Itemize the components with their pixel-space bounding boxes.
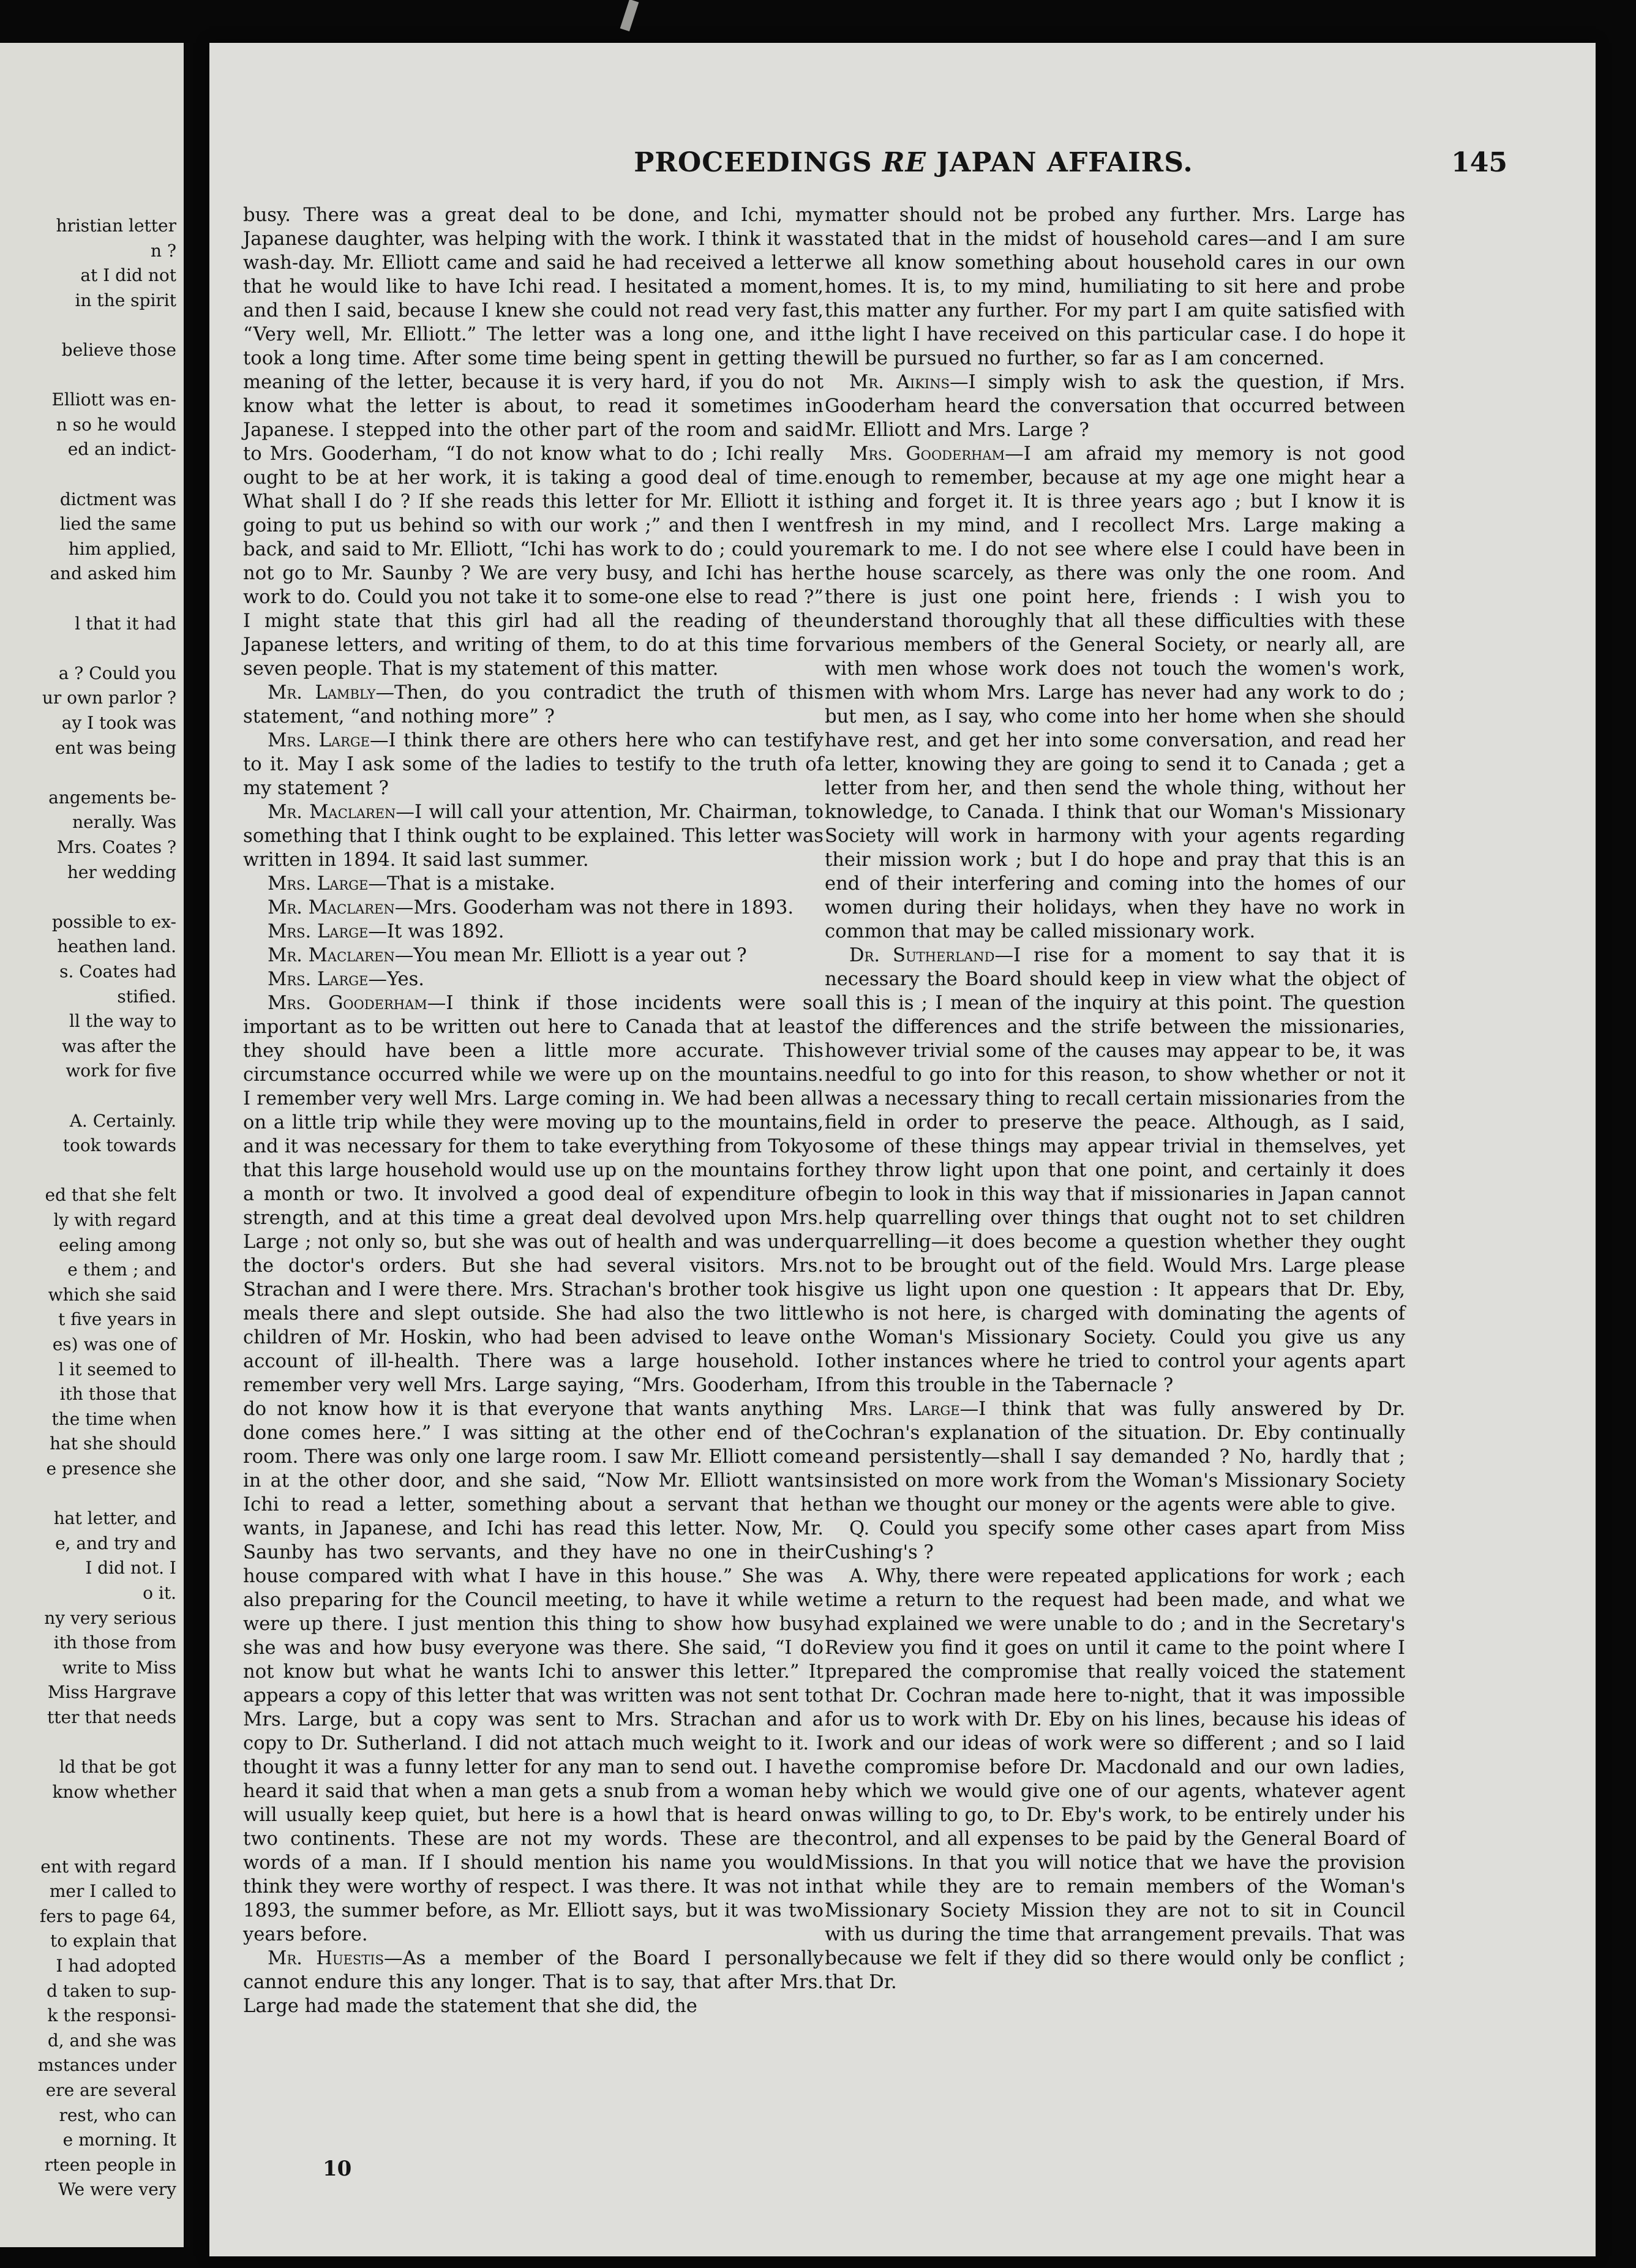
fragment-line: mstances under: [37, 2055, 176, 2076]
fragment-line: Miss Hargrave: [47, 1682, 176, 1703]
paragraph-text: —I think if those incidents were so important as to be written out here to Canada that at least they should have been a little more accurate. This circumstance occurred while we were up on the mountains. I remember very well Mrs. Large coming in. We had been all on a little trip while they were moving up to the mountains, and it was necessary for them to take everything from Tokyo that this large household would use up on the mountains for a month or two. It involved a good deal of expenditure of strength, and at this time a great deal devolved upon Mrs. Large ; not only so, but she was out of health and was under the doctor's orders. But she had several visitors. Mrs. Strachan and I were there. Mrs. Strachan's brother took his meals there and slept outside. She had also the two little children of Mr. Hoskin, who had been advised to leave on account of ill-health. There was a large household. I remember very well Mrs. Large saying, “Mrs. Gooderham, I do not know how it is that everyone that wants anything done comes here.” I was sitting at the other end of the room. There was only one large room. I saw Mr. Elliott come in at the other door, and she said, “Now Mr. Elliott wants Ichi to read a letter, something about a servant that he wants, in Japanese, and Ichi has read this letter. Now, Mr. Saunby has two servants, and they have no one in their house compared with what I have in this house.” She was also preparing for the Council meeting, to have it while we were up there. I just mention this thing to show how busy she was and how busy everyone was there. She said, “I do not know but what he wants Ichi to answer this letter.” It appears a copy of this letter that was written was not sent to Mrs. Large, but a copy was sent to Mrs. Strachan and a copy to Dr. Sutherland. I did not attach much weight to it. I thought it was a funny letter for any man to send out. I have heard it said that when a man gets a snub from a woman he will usually keep quiet, but here is a howl that is heard on two continents. These are not my words. These are the words of a man. If I should mention his name you would think they were worthy of respect. I was there. It was not in 1893, the summer before, as Mr. Elliott says, but it was two years before.: [243, 993, 824, 1945]
fragment-line: k the responsi-: [47, 2005, 176, 2026]
fragment-line: rest, who can: [59, 2105, 176, 2125]
fragment-line: l that it had: [75, 613, 176, 634]
fragment-line: at I did not: [80, 265, 176, 286]
fragment-line: A. Certainly.: [69, 1110, 176, 1131]
fragment-line: ith those that: [59, 1384, 176, 1405]
fragment-line: eeling among: [59, 1234, 176, 1255]
fragment-line: angements be-: [48, 787, 176, 808]
speaker-name: Mrs. Large: [268, 730, 370, 751]
fragment-line: ur own parlor ?: [42, 688, 176, 708]
text-column-right: [825, 203, 1405, 1994]
paragraph-text: —I simply wish to ask the question, if Mrs. Gooderham heard the conversation that occurred between Mr. Elliott and Mrs. Large ?: [825, 372, 1405, 441]
paragraph-text: —I will call your attention, Mr. Chairman, to something that I think ought to be explained. This letter was written in 1894. It said last summer.: [243, 802, 824, 871]
running-header: PROCEEDINGS RE JAPAN AFFAIRS.: [634, 147, 1193, 178]
fragment-line: o it.: [143, 1583, 176, 1603]
fragment-line: ld that be got: [59, 1757, 176, 1778]
fragment-line: was after the: [62, 1035, 176, 1056]
fragment-line: ed an indict-: [67, 439, 176, 460]
paragraph: [243, 203, 824, 681]
fragment-line: ent was being: [54, 737, 176, 758]
paragraph: [825, 944, 1405, 1397]
speaker-name: Mr. Aikins: [849, 372, 950, 393]
fragment-line: know whether: [52, 1781, 176, 1802]
signature-mark: 10: [323, 2157, 352, 2181]
fragment-line: d taken to sup-: [46, 1980, 176, 2001]
fragment-line: ly with regard: [53, 1210, 176, 1230]
paragraph: [243, 920, 824, 944]
fragment-line: l it seemed to: [58, 1359, 176, 1380]
fragment-line: which she said: [48, 1284, 176, 1305]
fragment-line: t five years in: [58, 1309, 176, 1330]
text-column-left: [243, 203, 824, 2018]
paragraph: [243, 991, 824, 1947]
speaker-name: Mr. Huestis: [268, 1948, 384, 1969]
paragraph-text: —It was 1892.: [368, 921, 505, 942]
speaker-name: Mrs. Large: [268, 921, 369, 942]
paragraph-text: Q. Could you specify some other cases apart from Miss Cushing's ?: [825, 1518, 1405, 1563]
fragment-line: heathen land.: [57, 936, 176, 957]
paragraph-text: —You mean Mr. Elliott is a year out ?: [394, 945, 747, 966]
fragment-line: es) was one of: [52, 1334, 176, 1354]
fragment-line: Elliott was en-: [51, 389, 176, 410]
paragraph-text: —As a member of the Board I personally cannot endure this any longer. That is to say, that after Mrs. Large had made the statement that she did, the: [243, 1948, 824, 2017]
fragment-line: him applied,: [68, 538, 176, 559]
fragment-line: lied the same: [59, 514, 176, 535]
paragraph: [825, 1517, 1405, 1564]
fragment-line: e, and try and: [55, 1533, 176, 1553]
fragment-line: I did not. I: [85, 1558, 176, 1579]
paragraph: [243, 872, 824, 896]
paragraph-text: —I am afraid my memory is not good enough to remember, because at my age one might hear a thing and forget it. It is three years ago ; but I know it is fresh in my mind, and I recollect Mrs. Large making a remark to me. I do not see where else I could have been in the house scarcely, as there was only the one room. And there is just one point here, friends : I wish you to understand thoroughly that all these difficulties with these various members of the General Society, or nearly all, are with men whose work does not touch the women's work, men with whom Mrs. Large has never had any work to do ; but men, as I say, who come into her home when she should have rest, and get her into some conversation, and read her a letter, knowing they are going to send it to Canada ; get a letter from her, and then send the whole thing, without her knowledge, to Canada. I think that our Woman's Missionary Society will work in harmony with your agents regarding their mission work ; but I do hope and pray that this is an end of their interfering and coming into the homes of our women during their holidays, when they have no work in common that may be called missionary work.: [825, 443, 1405, 942]
fragment-line: the time when: [51, 1408, 176, 1429]
paragraph: [243, 967, 824, 991]
speaker-name: Dr. Sutherland: [849, 945, 995, 966]
fragment-line: ith those from: [53, 1632, 176, 1653]
paragraph: [243, 729, 824, 800]
fragment-line: hat she should: [50, 1433, 176, 1454]
fragment-line: ere are several: [45, 2080, 176, 2100]
fragment-line: nerally. Was: [72, 812, 176, 833]
fragment-line: s. Coates had: [59, 961, 176, 982]
fragment-line: a ? Could you: [58, 663, 176, 683]
speaker-name: Mr. Maclaren: [268, 945, 395, 966]
paragraph: [825, 1397, 1405, 1517]
fragment-line: mer I called to: [49, 1881, 176, 1902]
fragment-line: Mrs. Coates ?: [56, 837, 176, 857]
fragment-line: ed that she felt: [45, 1185, 176, 1206]
paragraph-text: —Mrs. Gooderham was not there in 1893.: [394, 897, 794, 918]
paragraph-text: —Then, do you contradict the truth of this statement, “and nothing more” ?: [243, 682, 824, 727]
fragment-line: possible to ex-: [51, 911, 176, 932]
paragraph-text: busy. There was a great deal to be done, and Ichi, my Japanese daughter, was helping with the work. I think it was wash-day. Mr. Elliott came and said he had received a letter that he would like to have Ichi read. I hesitated a moment, and then I said, because I knew she could not read very fast, “Very well, Mr. Elliott.” The letter was a long one, and it took a long time. After some time being spent in getting the meaning of the letter, because it is very hard, if you do not know what the letter is about, to read it sometimes in Japanese. I stepped into the other part of the room and said to Mrs. Gooderham, “I do not know what to do ; Ichi really ought to be at her work, it is taking a good deal of time. What shall I do ? If she reads this letter for Mr. Elliott it is going to put us behind so with our work ;” and then I went back, and said to Mr. Elliott, “Ichi has work to do ; could you not go to Mr. Saunby ? We are very busy, and Ichi has her work to do. Could you not take it to some-one else to read ?” I might state that this girl had all the reading of the Japanese letters, and writing of them, to do at this time for seven people. That is my statement of this matter.: [243, 205, 824, 680]
paragraph-text: —I think there are others here who can testify to it. May I ask some of the ladies to testify to the truth of my statement ?: [243, 730, 824, 799]
speaker-name: Mr. Lambly: [268, 682, 376, 704]
speaker-name: Mrs. Gooderham: [268, 993, 427, 1014]
fragment-line: e them ; and: [67, 1260, 176, 1280]
fragment-line: believe those: [61, 340, 176, 360]
fragment-line: We were very: [58, 2179, 176, 2200]
paragraph: [825, 370, 1405, 442]
fragment-line: ll the way to: [69, 1011, 176, 1032]
paragraph-text: —Yes.: [368, 969, 425, 990]
fragment-line: took towards: [62, 1135, 176, 1156]
fragment-line: n so he would: [56, 414, 176, 435]
speaker-name: Mr. Maclaren: [268, 802, 396, 823]
speaker-name: Mrs. Large: [268, 969, 369, 990]
paragraph: [825, 203, 1405, 370]
fragment-line: hristian letter: [56, 216, 176, 236]
speaker-name: Mrs. Large: [268, 873, 369, 895]
page-number: 145: [1451, 147, 1507, 178]
paragraph-text: A. Why, there were repeated applications for work ; each time a return to the request had been made, and what we had explained we were unable to do ; and in the Secretary's Review you find it goes on until it came to the point where I prepared the compromise that really voiced the statement that Dr. Cochran made here to-night, that it was impossible for us to work with Dr. Eby on his lines, because his ideas of work and our ideas of work were so different ; and so I laid the compromise before Dr. Macdonald and our own ladies, by which we would give one of our agents, whatever agent was willing to go, to Dr. Eby's work, to be entirely under his control, and all expenses to be paid by the General Board of Missions. In that you will notice that we have the provision that while they are to remain members of the Woman's Missionary Society Mission they are not to sit in Council with us during the time that arrangement prevails. That was because we felt if they did so there would only be conflict ; that Dr.: [825, 1566, 1405, 1993]
fragment-line: her wedding: [67, 862, 176, 882]
speaker-name: Mrs. Gooderham: [849, 443, 1005, 465]
paragraph: [243, 944, 824, 967]
paragraph-text: —I think that was fully answered by Dr. Cochran's explanation of the situation. Dr. Eby continually and persistently—shall I say demanded ? No, hardly that ; insisted on more work from the Woman's Missionary Society than we thought our money or the agents were able to give.: [825, 1399, 1406, 1515]
speaker-name: Mr. Maclaren: [268, 897, 395, 918]
paragraph: [243, 1947, 824, 2018]
fragment-line: d, and she was: [47, 2030, 176, 2051]
fragment-line: I had adopted: [56, 1956, 176, 1976]
paragraph-text: —That is a mistake.: [368, 873, 555, 895]
adjacent-page-fragment: [0, 43, 190, 2247]
fragment-line: stified.: [117, 986, 176, 1007]
paragraph: [243, 681, 824, 729]
paragraph: [243, 800, 824, 872]
fragment-line: rteen people in: [44, 2154, 176, 2175]
paragraph-text: matter should not be probed any further. Mrs. Large has stated that in the midst of household cares—and I am sure we all know something about household cares in our own homes. It is, to my mind, humiliating to sit here and probe this matter any further. For my part I am quite satisfied with the light I have received on this particular case. I do hope it will be pursued no further, so far as I am concerned.: [825, 205, 1405, 369]
fragment-line: work for five: [66, 1061, 176, 1081]
fragment-line: and asked him: [50, 563, 176, 584]
fragment-line: n ?: [151, 240, 176, 261]
speaker-name: Mrs. Large: [849, 1399, 960, 1420]
fragment-line: to explain that: [50, 1931, 176, 1951]
fragment-line: tter that needs: [47, 1707, 176, 1727]
paragraph: [825, 442, 1405, 944]
fragment-line: ay I took was: [61, 713, 176, 733]
fragment-line: e morning. It: [62, 2130, 176, 2150]
fragment-line: hat letter, and: [53, 1508, 176, 1529]
scan-speck: [620, 0, 639, 31]
fragment-line: ny very serious: [44, 1607, 176, 1628]
document-page: [209, 43, 1596, 2256]
fragment-line: in the spirit: [75, 290, 176, 310]
fragment-line: ent with regard: [40, 1856, 176, 1877]
fragment-line: fers to page 64,: [39, 1906, 176, 1926]
paragraph-text: —I rise for a moment to say that it is necessary the Board should keep in view what the object of all this is ; I mean of the inquiry at this point. The question of the differences and the strife between the missionaries, however trivial some of the causes may appear to be, it was needful to go into for this reason, to show whether or not it was a necessary thing to recall certain missionaries from the field in order to preserve the peace. Although, as I said, some of these things may appear trivial in themselves, yet they throw light upon that one point, and certainly it does begin to look in this way that if missionaries in Japan cannot help quarrelling over things that ought not to set children quarrelling—it does become a question whether they ought not to be brought out of the field. Would Mrs. Large please give us light upon one question : It appears that Dr. Eby, who is not here, is charged with dominating the agents of the Woman's Missionary Society. Could you give us any other instances where he tried to control your agents apart from this trouble in the Tabernacle ?: [825, 945, 1405, 1396]
fragment-line: dictment was: [59, 489, 176, 509]
fragment-line: e presence she: [46, 1459, 176, 1479]
paragraph: [243, 896, 824, 920]
paragraph: [825, 1564, 1405, 1994]
fragment-line: write to Miss: [62, 1657, 176, 1678]
